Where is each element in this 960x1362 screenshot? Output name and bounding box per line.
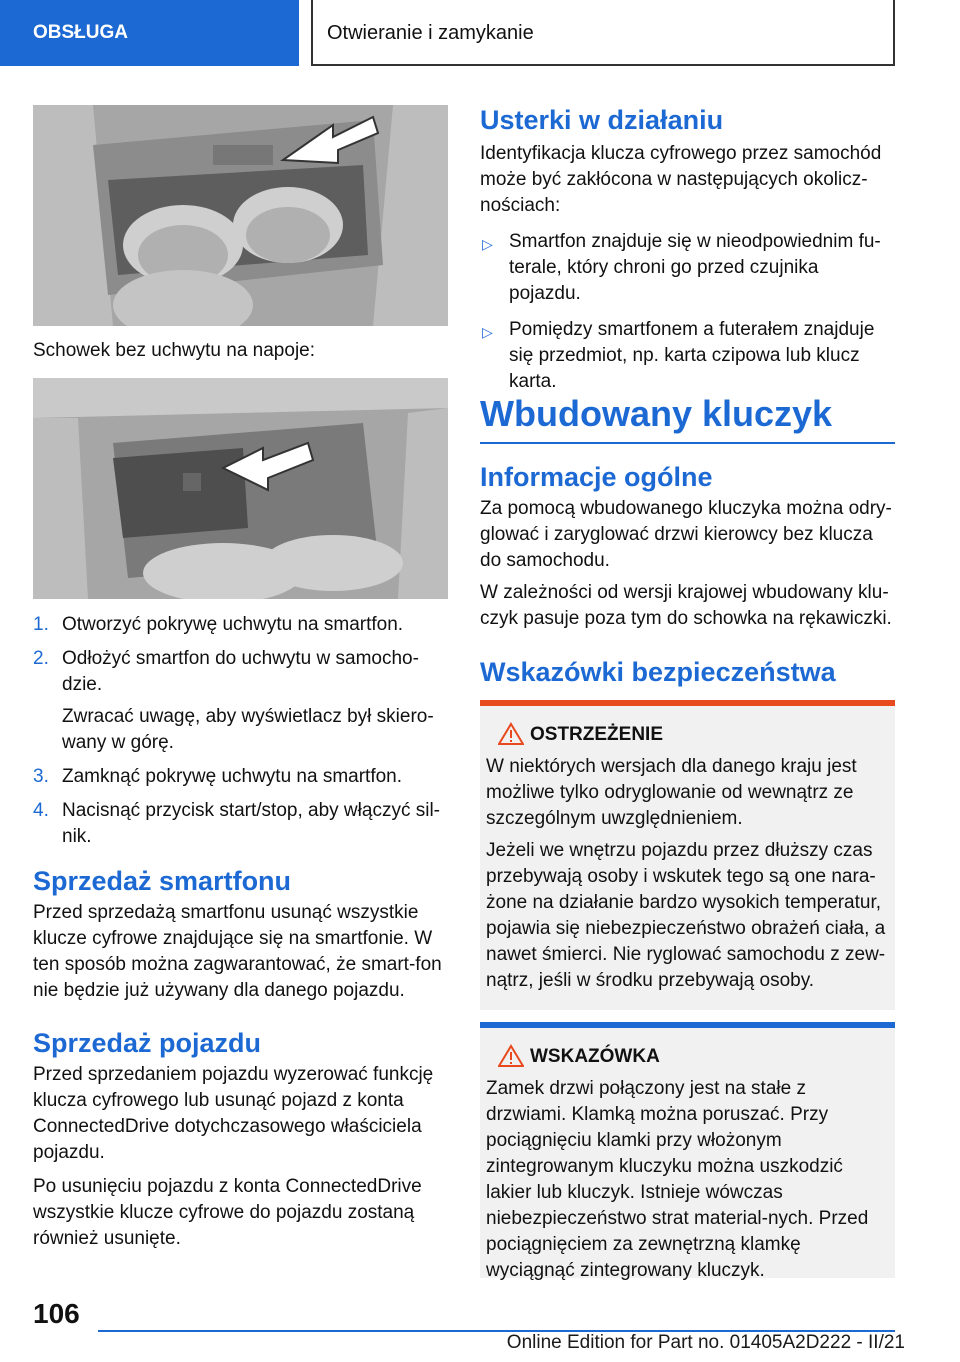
notice-bar xyxy=(480,1022,895,1028)
step-subtext: Zwracać uwagę, aby wyświetlacz był skiero-wany w górę. xyxy=(62,706,434,753)
console-image-2 xyxy=(33,378,448,599)
title-underline xyxy=(480,442,895,444)
bullet-triangle-icon: ▷ xyxy=(482,324,493,340)
image-caption: Schowek bez uchwytu na napoje: xyxy=(33,340,316,361)
edition-text: Online Edition for Part no. 01405A2D222 - II/21 xyxy=(506,1332,905,1353)
step-item xyxy=(33,646,448,756)
console-image-1 xyxy=(33,105,448,326)
paragraph: Po usunięciu pojazdu z konta ConnectedDrive wszystkie klucze cyfrowe do pojazdu zostaną również usunięte. xyxy=(33,1176,422,1249)
paragraph: W zależności od wersji krajowej wbudowany klu-czyk pasuje poza tym do schowka na rękawiczki. xyxy=(480,582,892,629)
notice-box xyxy=(480,1022,895,1281)
page-header xyxy=(0,0,960,66)
section-sale-phone xyxy=(33,864,448,1004)
section-title: Usterki w działaniu xyxy=(480,105,724,135)
step-number: 2. xyxy=(33,648,49,669)
notice-triangle-icon xyxy=(498,1044,524,1068)
chapter-integrated-key xyxy=(480,392,895,444)
page-number: 106 xyxy=(33,1298,80,1329)
warning-label: OSTRZEŻENIE xyxy=(530,724,664,745)
section-title: Sprzedaż pojazdu xyxy=(33,1028,262,1058)
section-title: Informacje ogólne xyxy=(480,462,713,492)
step-text: Zamknąć pokrywę uchwytu na smartfon. xyxy=(62,766,403,787)
paragraph: Identyfikacja klucza cyfrowego przez samochód może być zakłócona w następujących okolicz-nościach: xyxy=(480,143,882,216)
step-text: Otworzyć pokrywę uchwytu na smartfon. xyxy=(62,614,404,635)
step-text: Nacisnąć przycisk start/stop, aby włączyć sil-nik. xyxy=(62,800,440,847)
section-safety xyxy=(480,655,895,689)
warning-title xyxy=(486,722,889,748)
warning-triangle-icon xyxy=(498,722,524,746)
section-sale-vehicle xyxy=(33,1026,448,1252)
paragraph: Jeżeli we wnętrzu pojazdu przez dłuższy czas przebywają osoby i wskutek tego są one nara-żone na działanie bardzo wysokich temperatur, pojawia się niebezpieczeństwo obrażeń ciała, a nawet śmierci. Nie ryglować samochodu z zew-nątrz, jeśli w środku przebywają osoby. xyxy=(486,840,886,991)
paragraph: Zamek drzwi połączony jest na stałe z drzwiami. Klamką można poruszać. Przy pociągnięciu klamki przy włożonym zintegrowanym kluczyku można uszkodzić lakier lub kluczyk. Istnieje wówczas niebezpieczeństwo strat material-nych. Przed pociągnięciem za zewnętrzną klamkę wyciągnąć zintegrowany kluczyk. xyxy=(486,1078,869,1281)
warning-bar xyxy=(480,700,895,706)
section-title: Sprzedaż smartfonu xyxy=(33,866,292,896)
list-item xyxy=(480,317,895,395)
step-text: Odłożyć smartfon do uchwytu w samocho-dzie. xyxy=(62,648,419,695)
notice-title xyxy=(486,1044,889,1070)
bullet-triangle-icon: ▷ xyxy=(482,236,493,252)
notice-label: WSKAZÓWKA xyxy=(530,1046,660,1067)
section-general-info xyxy=(480,460,895,632)
step-item xyxy=(33,798,448,850)
section-title: Wskazówki bezpieczeństwa xyxy=(480,657,836,687)
bullet-text: Smartfon znajduje się w nieodpowiednim fu-terale, który chroni go przed czujnika pojazdu. xyxy=(509,231,881,304)
console-cupholder-illustration xyxy=(33,105,448,326)
paragraph: Przed sprzedażą smartfonu usunąć wszystkie klucze cyfrowe znajdujące się na smartfonie. W ten sposób można zagwarantować, że smart-fon nie będzie już używany dla danego pojazdu. xyxy=(33,902,442,1001)
paragraph: Przed sprzedaniem pojazdu wyzerować funkcję klucza cyfrowego lub usunąć pojazd z konta ConnectedDrive dotychczasowego właściciela pojazdu. xyxy=(33,1064,434,1163)
chapter-title: Otwieranie i zamykanie xyxy=(311,0,895,66)
list-item xyxy=(480,229,895,307)
step-number: 4. xyxy=(33,800,49,821)
step-number: 3. xyxy=(33,766,49,787)
section-tab: OBSŁUGA xyxy=(0,0,299,66)
console-phone-tray-illustration xyxy=(33,378,448,599)
step-item xyxy=(33,612,448,638)
section-malfunctions xyxy=(480,103,895,395)
warning-box xyxy=(480,700,895,1010)
step-number: 1. xyxy=(33,614,49,635)
paragraph: Za pomocą wbudowanego kluczyka można odry-glować i zaryglować drzwi kierowcy bez klucza do samochodu. xyxy=(480,498,892,571)
instruction-steps xyxy=(33,612,448,858)
paragraph: W niektórych wersjach dla danego kraju jest możliwe tylko odryglowanie od wewnątrz ze szczególnym uwzględnieniem. xyxy=(486,756,857,829)
step-item xyxy=(33,764,448,790)
chapter-title: Wbudowany kluczyk xyxy=(480,393,833,434)
bullet-text: Pomiędzy smartfonem a futerałem znajduje się przedmiot, np. karta czipowa lub klucz karta. xyxy=(509,319,875,392)
